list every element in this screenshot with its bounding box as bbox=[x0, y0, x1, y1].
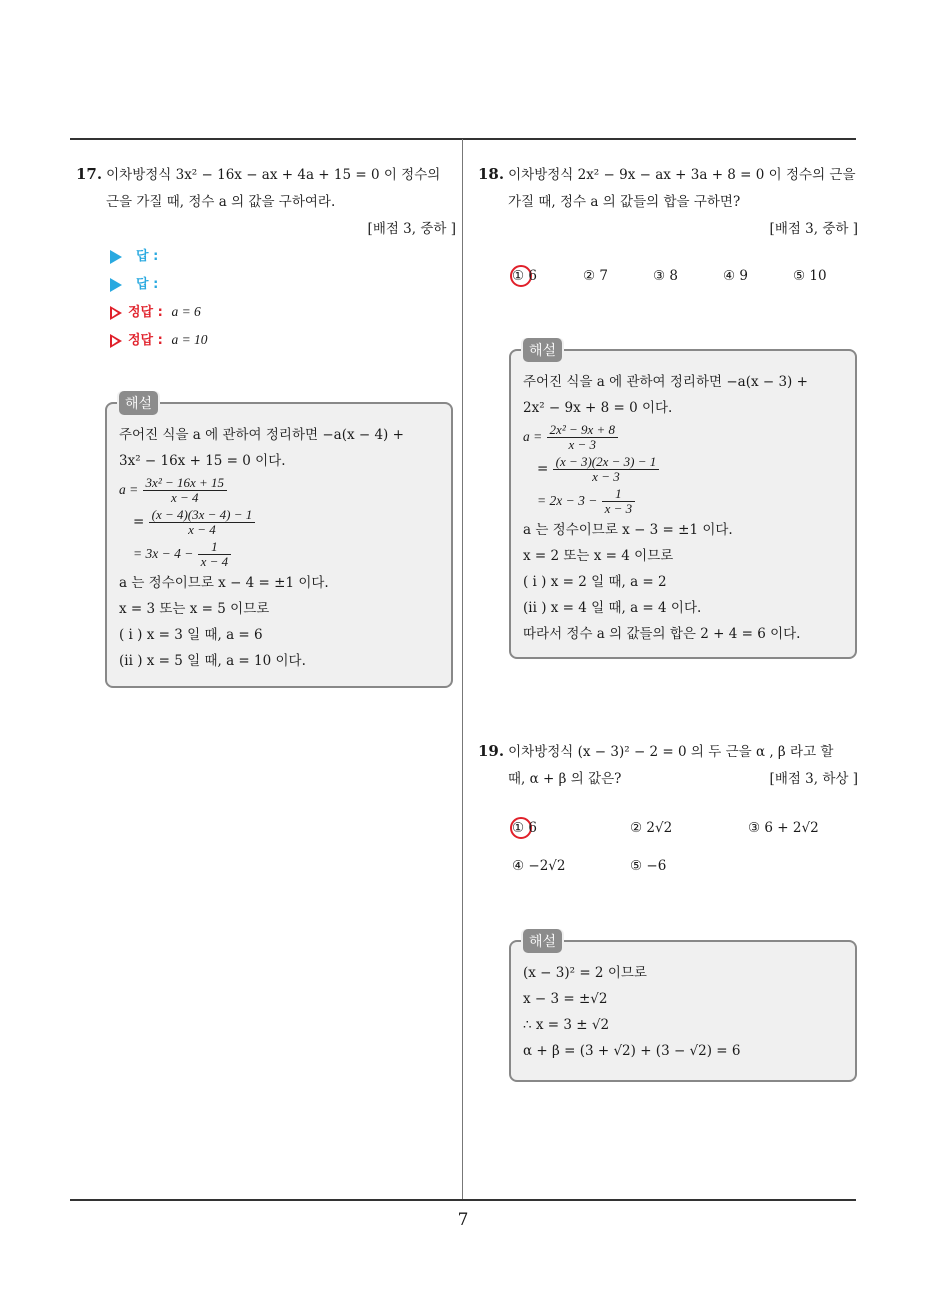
correct-label: 정답 : bbox=[128, 333, 163, 348]
solution-line: ∴ x = 3 ± √2 bbox=[523, 1017, 610, 1033]
solution-box-17 bbox=[105, 396, 453, 688]
choice-1[interactable]: ① 6 bbox=[512, 268, 537, 284]
solution-line: α + β = (3 + √2) + (3 − √2) = 6 bbox=[523, 1043, 741, 1059]
problem-number: 19. bbox=[478, 742, 505, 760]
fraction-line: a = $\frac{\text{2x² − 9x + 8}}{x - 3}$ bbox=[523, 421, 843, 453]
choice-3[interactable]: ③ 8 bbox=[653, 268, 678, 284]
choice-5[interactable]: ⑤ −6 bbox=[630, 858, 667, 874]
answer-arrow-icon bbox=[110, 250, 122, 264]
solution-line: 주어진 식을 a 에 관하여 정리하면 −a(x − 3) + bbox=[523, 374, 808, 390]
correct-arrow-icon bbox=[110, 306, 122, 320]
solution-line: ( i ) x = 3 일 때, a = 6 bbox=[119, 627, 263, 643]
fraction-line: = $\frac{(x - 3)(2x - 3) - 1}{x - 3}$ bbox=[523, 453, 843, 485]
top-rule bbox=[70, 138, 856, 140]
answer-area-17 bbox=[110, 242, 208, 354]
choice-3[interactable]: ③ 6 + 2√2 bbox=[748, 820, 819, 836]
solution-box-18 bbox=[509, 343, 857, 659]
question-line-1: 이차방정식 (x − 3)² − 2 = 0 의 두 근을 α , β 라고 할 bbox=[508, 744, 834, 760]
question-line-2-row bbox=[478, 766, 858, 793]
solution-line: 2x² − 9x + 8 = 0 이다. bbox=[523, 400, 673, 416]
problem-18 bbox=[478, 161, 858, 243]
fraction: $\frac{(x - 3)(2x - 3) - 1}{x - 3}$ bbox=[553, 455, 660, 484]
fraction: $\frac{(x - 4)(3x - 4) - 1}{x - 4}$ bbox=[149, 508, 256, 537]
solution-line: a 는 정수이므로 x − 3 = ±1 이다. bbox=[523, 522, 733, 538]
solution-tag: 해설 bbox=[523, 338, 562, 362]
solution-line: ( i ) x = 2 일 때, a = 2 bbox=[523, 574, 667, 590]
fraction: $\frac{\text{2x² − 9x + 8}}{x - 3}$ bbox=[547, 423, 618, 452]
question-line-2: 근을 가질 때, 정수 a 의 값을 구하여라. bbox=[106, 194, 336, 210]
fraction: $\frac{1}{x - 3}$ bbox=[602, 487, 636, 516]
score-meta: [배점 3, 중하 ] bbox=[367, 221, 456, 237]
solution-box-19 bbox=[509, 934, 857, 1082]
answer-label: 답 : bbox=[136, 277, 159, 292]
solution-line: 따라서 정수 a 의 값들의 합은 2 + 4 = 6 이다. bbox=[523, 626, 801, 642]
correct-answer: a = 6 bbox=[171, 304, 201, 319]
solution-line: a 는 정수이므로 x − 4 = ±1 이다. bbox=[119, 575, 329, 591]
solution-tag: 해설 bbox=[119, 391, 158, 415]
page-number: 7 bbox=[457, 1210, 469, 1230]
problem-number: 18. bbox=[478, 165, 505, 183]
solution-line: x = 2 또는 x = 4 이므로 bbox=[523, 548, 674, 564]
fraction: $\frac{\text{3x² − 16x + 15}}{x - 4}$ bbox=[143, 476, 227, 505]
answer-arrow-icon bbox=[110, 278, 122, 292]
question-line-1: 이차방정식 3x² − 16x − ax + 4a + 15 = 0 이 정수의 bbox=[106, 167, 441, 183]
correct-answer: a = 10 bbox=[171, 332, 208, 347]
choice-1[interactable]: ① 6 bbox=[512, 820, 537, 836]
fraction: $\frac{1}{x - 4}$ bbox=[198, 540, 232, 569]
answer-label: 답 : bbox=[136, 249, 159, 264]
fraction-line: = 2x − 3 − $\frac{1}{x - 3}$ bbox=[523, 485, 843, 517]
choice-2[interactable]: ② 7 bbox=[583, 268, 608, 284]
question-line-2: 때, α + β 의 값은? bbox=[508, 771, 622, 787]
choice-4[interactable]: ④ 9 bbox=[723, 268, 748, 284]
score-meta: [배점 3, 중하 ] bbox=[769, 221, 858, 237]
fraction-line: a = $\frac{\text{3x² − 16x + 15}}{x - 4}$ bbox=[119, 474, 439, 506]
question-line-1: 이차방정식 2x² − 9x − ax + 3a + 8 = 0 이 정수의 근을 bbox=[508, 167, 856, 183]
fraction-line: = $\frac{(x - 4)(3x - 4) - 1}{x - 4}$ bbox=[119, 506, 439, 538]
problem-17 bbox=[76, 161, 456, 243]
column-divider bbox=[462, 139, 463, 1199]
solution-tag: 해설 bbox=[523, 929, 562, 953]
solution-line: x = 3 또는 x = 5 이므로 bbox=[119, 601, 270, 617]
score-meta: [배점 3, 하상 ] bbox=[769, 771, 858, 787]
solution-line: (ii ) x = 4 일 때, a = 4 이다. bbox=[523, 600, 702, 616]
question-line-2: 가질 때, 정수 a 의 값들의 합을 구하면? bbox=[508, 194, 741, 210]
choice-4[interactable]: ④ −2√2 bbox=[512, 858, 566, 874]
solution-line: 주어진 식을 a 에 관하여 정리하면 −a(x − 4) + bbox=[119, 427, 404, 443]
correct-label: 정답 : bbox=[128, 305, 163, 320]
fraction-line: = 3x − 4 − $\frac{1}{x - 4}$ bbox=[119, 538, 439, 570]
problem-number: 17. bbox=[76, 165, 103, 183]
correct-arrow-icon bbox=[110, 334, 122, 348]
choice-2[interactable]: ② 2√2 bbox=[630, 820, 673, 836]
solution-line: x − 3 = ±√2 bbox=[523, 991, 608, 1007]
solution-line: (ii ) x = 5 일 때, a = 10 이다. bbox=[119, 653, 306, 669]
solution-line: (x − 3)² = 2 이므로 bbox=[523, 965, 647, 981]
choice-5[interactable]: ⑤ 10 bbox=[793, 268, 827, 284]
solution-line: 3x² − 16x + 15 = 0 이다. bbox=[119, 453, 286, 469]
problem-19 bbox=[478, 738, 858, 793]
bottom-rule bbox=[70, 1199, 856, 1201]
